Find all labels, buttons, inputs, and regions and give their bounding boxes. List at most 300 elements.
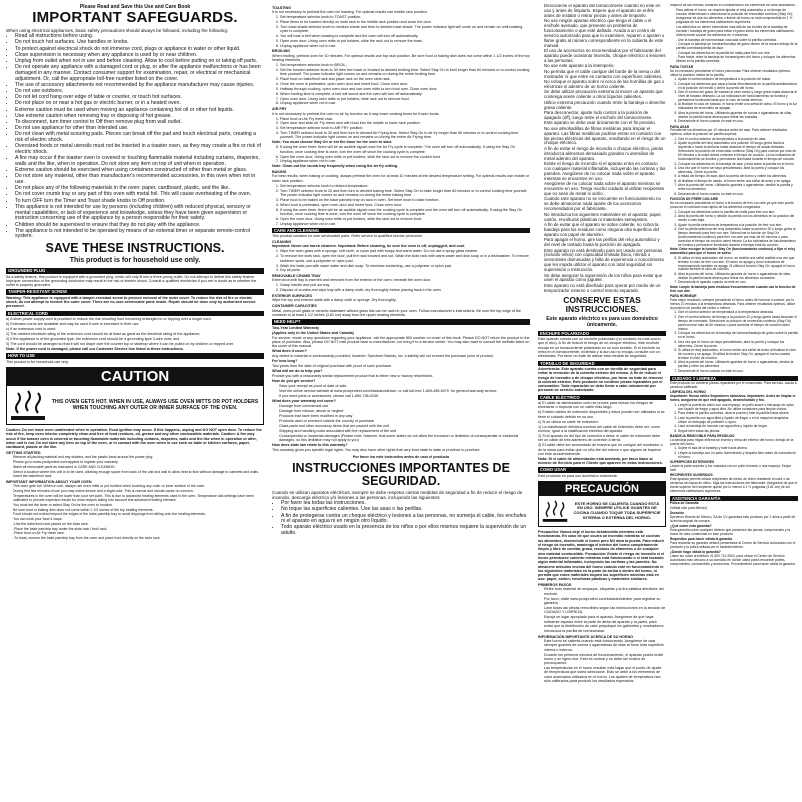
getting-started-item: • Select a location where this unit is to be used, allowing enough space from back of the unit and wall to allow heat to flow without damage to cabinets and walls.: [13, 470, 264, 474]
safeguard-item: • A fire may occur if the toaster oven is covered or touching flammable material including curtains, draperies, walls and the like, when in operation. Do not store any item on top of unit when in operation.: [15, 156, 264, 167]
warranty-q6: How does state law relate to this warranty?: [272, 443, 348, 448]
capacidad-heading: RECIPIENTES SUGERIDOS: [670, 473, 713, 478]
safeguard-item: • Do not use appliance for other than intended use.: [15, 126, 264, 132]
spanish-safeguard-item: • Existe el riesgo de incendio si el aparato entra en contacto con cualquier material inflamable, incluyendo las cortinas y las paredes. Asegúrese de no colocar nada sobre el aparato mientras se encuentre en uso.: [544, 162, 666, 182]
garantia-duracion: Spectrum Brands de México, SA de CV garantiza este producto por 2 años a partir de la fecha original de compra.: [670, 515, 796, 524]
cable-item: 2) Si el aparato es del tipo de conexión a tierra, el cable de extensión debe ser un cable de tres alambres de conexión a tierra.: [538, 433, 661, 443]
exterior-heading: EXTERIOR SURFACES: [272, 294, 312, 299]
baking-note: For best results, when baking or cooking, always preheat the oven for at least 10 minutes at the desired temperature setting. For optimal results use middle or lower rack position.: [272, 174, 530, 183]
primeros-item: • Introduzca la parrilla de hornear/asar.: [544, 629, 666, 633]
hornear-step: 4. Una vez que el horno se haya precalentado, abra la puerta y coloque los alimentos. Cierre la puerta.: [678, 341, 798, 349]
toasting-step: 4. You will hear a bell when toasting is complete and the oven will turn off automatically.: [280, 34, 530, 38]
baking-step: 3. Place food to be baked on the bake pan/drip tray on rack in oven. Set timer knob to bake function.: [280, 198, 530, 202]
container-heading: CONTAINER CAPACITIES: [272, 304, 317, 309]
safeguard-item: • To turn OFF turn the Timer and Toast shade knobs to Off position.: [15, 199, 264, 205]
cable-heading: CABLE ELÉCTRICO: [538, 395, 666, 400]
cont-bullet: • - Use la bandeja de hornear/asar colocada sobre la parrilla corrediza.: [676, 39, 798, 43]
warranty-item: • Damage from misuse, abuse or neglect: [279, 409, 530, 413]
asar-step: 3. Coloque los alimentos en la bandeja de asar y ésta sobre la parrilla en el horno.: [678, 163, 798, 167]
care-heading: CARE AND CLEANING: [272, 228, 530, 233]
baking-step: 2. Turn TIMER selector knob to 20 and then turn to desired baking time. Select Stay On to bake longer than 60 minutes or to control cooking time yourself. The power indicator light comes on and remains on during the entire baking time.: [280, 189, 530, 198]
spanish-safeguard-item: • Todo aparato eléctrico usado en la presencia de los niños o por ellos mismos requiere la supervisión de un adulto.: [281, 525, 530, 536]
warranty-a3: Provide you with a reasonably similar replacement product that is either new or factory refurbished.: [272, 374, 434, 379]
cont-bullet: • - Coloque la bandeja de hornear/bandeja de goteo dentro de la ranura debajo de la parrilla corrediza/parrilla de asar.: [676, 43, 798, 51]
safeguard-item: • Unplug from outlet when not in use and before cleaning. Allow to cool before putting on or taking off parts.: [15, 59, 264, 65]
cord-item: 3) The cord should be arranged so that it will not drape over the counter top or tabletop where it can be pulled on by children or tripped over.: [6, 342, 235, 347]
bandeja-text: La bandeja para migas externa se inserta y retira del exterior del horno, debajo de la puerta del horno.: [670, 437, 794, 446]
crumb-tip: Note: Clean out the crumb tray frequently when using the air fry setting.: [272, 164, 399, 169]
hornear-steps: [670, 311, 798, 373]
broiling-note: When broiling, preheat oven for 10 minutes. For optimal results use top rack position. Be sure food or baking dish does not come within 1 1/2 inches of the top heating elements.: [272, 53, 530, 62]
hornear-heading: PARA HORNEAR: [670, 294, 697, 299]
spanish-safeguard-item: • Asegúrese de no colocar nada sobre el aparato mientras se encuentre en uso. Tenga mucho cuidado al utilizar recipientes que no sean de metal ni vidrio.: [544, 182, 666, 197]
tornillo-text: Advertencia: Este aparato cuenta con un tornillo de seguridad para evitar la remoción de la cubierta exterior del mismo. A fin de reducir el riesgo de incendio o de choque eléctrico, por favor no trate de remover la cubierta exterior. Este producto no contiene piezas reparables por el consumidor. Toda reparación se debe llevar a cabo únicamente por personal de servicio autorizado.: [538, 366, 663, 393]
oven-info-item: • This oven gets hot. When in use, always use oven mitts or pot holders when touching any outer or inner surface of the oven.: [13, 484, 264, 488]
caution-box: [6, 367, 264, 425]
hot-surface-icon: [542, 499, 568, 523]
oven-info-item: • You can cook your food 4 ways:: [13, 517, 264, 521]
cont-bullet: • Los alimentos no deben extenderse más allá de los bordes de la bandeja de hornear / bandeja de goteo para evitar el goteo sobre los elementos calefactores.: [676, 26, 798, 34]
safeguard-item: • Close supervision is necessary when any appliance is used by or near children.: [15, 53, 264, 59]
cleaning-step: 4. Dry all parts.: [280, 268, 530, 272]
cleaning-warning: Important: Never use harsh cleaners. Important: Before cleaning, be sure the oven is off, unplugged, and cool.: [272, 244, 466, 249]
warranty-q1: What does it cover?: [272, 349, 308, 354]
limpieza-step: 2. Para retirar la parrilla corrediza, abra la puerta y hale la parrilla hacia afuera.: [678, 412, 798, 416]
cont-bullet: • Para activar el horno, se requiere ajustar el reloj automático a un tiempo de cocción determinado o seleccionar la posición de encendido continuo (Stay On).: [676, 9, 798, 17]
garantia-heading: ASISTENCIA GARANTÍA: [670, 496, 798, 501]
caution-title: CAUTION: [7, 368, 263, 386]
como-usar-heading: COMO USAR: [538, 467, 666, 472]
airfry-tip: Note: You must choose Stay On or set the timer for the oven to start.: [272, 140, 393, 145]
warranty-item: • If you need parts or accessories, please call 1-800-738-0245.: [279, 394, 530, 398]
cable-item: b) Existen cables de extensión disponibles y éstos pueden ser utilizados si se tiene el cuidado debido en su uso.: [538, 410, 665, 419]
safeguard-item: • The use of accessory attachments not recommended by the appliance manufacturer may cause injuries.: [15, 83, 264, 89]
crumb-tray-step: 1. Grasp handle and pull out tray.: [280, 283, 530, 287]
oven-info-item: • -Place food on Air Fry mesh rack.: [13, 531, 264, 535]
caution-note: Caution: Do not leave oven unattended when in operation. Food ignition may occur. If this happens, unplug and DO NOT open door. To reduce the risk of fire, keep oven interior completely clean and free of food residues, oil, grease and any other combustible materials. Caution: A fire may occur if the toaster oven is covered or touching flammable materials including curtains, draperies, walls and the like when in operation or after, when unit is hot. Do not store any item on top of the oven, or in contact with the oven when in use such as table or kitchen surfaces, paper, cardboard, plastic or the like.: [6, 428, 262, 450]
tostar-heading: PARA TOSTAR: [670, 64, 694, 69]
cord-note: Note: If the power cord is damaged, please call our Customer Service line listed in these instructions.: [6, 347, 184, 352]
safeguards-title: IMPORTANT SAFEGUARDS.: [32, 9, 238, 26]
warranty-item: • Save your receipt as proof of date of sale.: [279, 384, 530, 388]
oven-info-item: • During first few minutes of use you may notice smoke and a slight odor. This is normal and should cause no concern.: [13, 489, 264, 493]
oven-info-heading: IMPORTANT INFORMATION ABOUT YOUR OVEN: [6, 480, 92, 485]
cleaning-step: 2. To remove the slots rack, open the door, pull the rack forward and out. Wash the slots rack with warm water and dish soap or in a dishwasher. To remove stubborn spots, use a polyester or nylon pad.: [280, 254, 530, 263]
tostar-step: 3. Gire el control del grado de tostado al nivel medio y luego gírelo hasta alcanzar el nivel de tostado deseado. La luz indicadora de funcionamiento se ilumina y permanece iluminada hasta que el ciclo de tostar termina.: [678, 91, 798, 103]
safeguard-item: • Do not operate any appliance with a damaged cord or plug, or after the appliance malfunctions or has been damaged in any manner. Contact consumer support for examination, repair, or electrical or mechanical adjustment. Or, call the appropriate toll-free number listed on the cover.: [15, 65, 264, 82]
como-usar-text: Este producto es para uso doméstico solamente.: [538, 473, 618, 478]
top-note: Please Read and Save this Use and Care Book: [79, 4, 191, 10]
oven-info-item: • Be sure food or baking dish does not come within 1 1/2 inches of the top heating elements.: [13, 508, 264, 512]
oven-info-item: • -Use the bake/broil rack placed on the slots rack.: [13, 522, 264, 526]
freir-heading: FUNCIÓN DE FREÍR CON AIRE: [670, 197, 719, 202]
spanish-safeguard-item: • No use este aparato a la intemperie.: [544, 64, 666, 69]
safeguard-item: • This appliance is not intended for use by persons (including children) with reduced physical, sensory or mental capabilities, or lack of experience and knowledge, unless they have been given supervision or instruction concerning use of the appliance by a person responsible for their safety.: [15, 205, 264, 222]
asar-step: 6. Al finalizar el tiempo de asado, el horno emite una señal de aviso y se apaga.: [678, 180, 798, 184]
hornear-step: 6. Abra la puerta del horno. Utilizando guantes de horno o agarraderas, deslice la parrilla y retire los alimentos.: [678, 361, 798, 369]
primeros-item: • Lave todas las piezas removibles según las instrucciones en la sección de CUIDADO Y LIMPIEZA.: [544, 606, 666, 615]
hornear-step: 1. Gire el control selector de temperatura a la temperatura deseada.: [678, 311, 798, 315]
cont-bullet: • - Coloque los alimentos en la parrilla de malla para freír con aire.: [676, 52, 798, 56]
hornear-note: Para mejor resultado, siempre precaliente el horno antes de hornear o cocinar, por lo menos 10 minutos a la temperatura deseada. Para obtener resultados óptimos, utilice la posición de parrilla del centro o inferior.: [670, 298, 796, 310]
cable-item: 1) La clasificación eléctrica nominal del cable de extensión debe ser, como mínimo, igual a la clasificación eléctrica del aparato.: [538, 424, 660, 433]
airfry-step: 5. If using the oven timer, there will be an audible signal once the Air Fry cycle is complete. The oven will turn off automatically. If using the Stay On function, once cooking time is done, turn the oven off since the cooking cycle is complete.: [280, 145, 530, 154]
oven-info-item: • -Place the bake pan/drip tray under the slots rack / broil rack.: [13, 527, 264, 531]
garantia-q1: ¿Qué cubre esta garantía?: [670, 523, 712, 528]
asar-step: 4. Una vez que el horno se haya precalentado, abra la puerta y coloque los alimentos. Cierre la puerta.: [678, 167, 798, 175]
warranty-text: For service, repair or any questions regarding your appliance, call the appropriate 800 number on cover of this book. Please DO NOT return the product to the place of purchase. Also, please DO NOT mail product back to manufacturer, nor bring it to a service center. You may also want to consult the website listed on the cover of this manual.: [272, 335, 530, 349]
toasting-steps: [272, 15, 530, 48]
tamper-screw-heading: TAMPER-RESISTANT SCREW: [6, 289, 264, 294]
spanish-save-title: CONSERVE ESTAS INSTRUCCIONES.: [563, 294, 641, 314]
freir-more-steps: [670, 257, 798, 286]
warranty-a1: Any defect in material or workmanship provided; however, Spectrum Brands, Inc.'s liability will not exceed the purchase price of product.: [272, 354, 494, 359]
hornear-step: 3. Coloque los alimentos en la bandeja de hornear/bandeja de goteo sobre la parrilla en el horno.: [678, 332, 798, 340]
warranty-item: • Products used or serviced outside the country of purchase: [279, 419, 530, 423]
safeguard-item: • Do not use outdoors.: [15, 89, 264, 95]
tostar-step: 6. Desenchufe el horno cuando no esté en uso.: [678, 120, 798, 124]
spanish-safeguard-item: • Para desconectar, ajuste todo control a la posición de apagado (off), luego retire el enchufe del tomacorriente.: [544, 111, 666, 121]
oven-info-item: • You must set the timer or select Stay On for the oven to function.: [13, 503, 264, 507]
spanish-safeguard-item: • Para apagar el horno, gire las perillas del reloj automático y del nivel de tostado hasta la posición de apagado.: [544, 238, 666, 248]
freir-step: 4. Gire la perilla selectora del reloj automático hasta la posición 30 y luego gírela al tiempo deseado para freír con aire. Seleccione la función de Stay On (funcionamiento continuo) para freír con aire por más de 60 minutos o para controlar el tiempo de cocción usted mismo. La luz indicadora de funcionamiento se ilumina y permanece iluminada durante el tiempo total de cocción.: [678, 228, 798, 248]
cont-intro: mayoría de las recetas, tomando en consideración los elementos de calor avanzados.: [670, 4, 796, 7]
asar-step: 5. A mitad del tiempo de asar, abra la puerta del horno y voltee los alimentos.: [678, 175, 798, 179]
cord-item: 1) The marked electrical rating of the extension cord should be at least as great as the electrical rating of the appliance;: [6, 332, 201, 337]
spanish-safeguards-list-a: [272, 501, 530, 537]
spanish-operation-column: [670, 4, 798, 568]
cleaning-step: 3. Wash the bake pan with warm water and dish soap. To minimize scratching, use a polyester or nylon pad.: [280, 264, 530, 268]
freir-note: No es necesario precalentar el horno a la función de freír con aire ya que esto puede provocar el cocinado más rápido de los alimentos congelados.: [670, 201, 794, 210]
cleaning-steps: [272, 249, 530, 272]
care-intro: This product contains no user serviceable parts. Refer service to qualified service personnel.: [272, 234, 423, 239]
info-list: [538, 639, 666, 683]
spanish-safeguard-item: • Cuando este aparato no se encuentre en funcionamiento no se debe almacenar nada aparte de los accesorios recomendados por el fabricante.: [544, 197, 666, 212]
english-safeguards-column: [6, 4, 264, 798]
baking-heading: BAKING: [272, 170, 287, 175]
tostar-step: 5. Abra la puerta del horno. Utilizando guantes de cocina o agarraderas de ollas, deslice la parrilla hacia afuera para retirar las tostadas.: [678, 112, 798, 120]
safeguard-item: • Do not clean with metal scouring pads. Pieces can break off the pad and touch electrical parts, creating a risk of electric shock.: [15, 132, 264, 143]
tamper-screw-text: Warning: This appliance is equipped with a tamper-resistant screw to prevent removal of the outer cover. To reduce the risk of fire or electric shock, do not attempt to remove the outer cover. There are no user-serviceable parts inside. Repair should be done only by authorized service personnel.: [6, 295, 256, 309]
precaucion-box: [538, 481, 666, 527]
spanish-safeguard-item: • A fin de protegerse contra un choque eléctrico y lesiones a las personas, no sumerja el cable, los enchufes ni el aparato en agua ni en ningún otro líquido.: [281, 514, 530, 525]
hornear-step: 7. Desenchufe el horno cuando no esté en uso.: [678, 370, 798, 374]
warranty-q2: For how long?: [272, 359, 298, 364]
grounded-plug-heading: GROUNDED PLUG: [6, 268, 264, 273]
garantia-title: Póliza de Garantía: [670, 501, 699, 506]
toasting-step: 6. Unplug appliance when not in use.: [280, 44, 530, 48]
warranty-item: • Shipping and handling costs associated with the replacement of the unit: [279, 429, 530, 433]
warranty-a6: This warranty gives you specific legal rights. You may also have other rights that vary from state to state or province to province.: [272, 448, 481, 453]
caution-text: THIS OVEN GETS HOT. WHEN IN USE, ALWAYS USE OVEN MITTS OR POT HOLDERS WHEN TOUCHING ANY OUTER OR INNER SURFACE OF THE OVEN.: [51, 398, 259, 412]
toasting-step: 5. Open oven door. Using oven mitts or pot holders, slide the rack out to remove the toast.: [280, 39, 530, 43]
cord-item: c) If an extension cord is used:: [6, 327, 57, 332]
oven-info-item: • Food should not extend beyond the edges of the bake pan/drip tray to avoid drippings from falling onto the heating elements.: [13, 512, 264, 516]
spanish-safeguard-item: • No permita que el cable cuelgue del borde de la mesa o del mostrador ni que entre en contacto con superficies calientes.: [544, 70, 666, 80]
warranty-a2: Two years from the date of original purchase with proof of such purchase.: [272, 364, 392, 369]
spanish-safeguard-item: • No introduzca los siguientes materiales en el aparato: papel, cartón, envolturas plásticas ni materiales semejantes.: [544, 213, 666, 223]
baking-step: 4. When food is preheated, open oven door and insert food. Close oven door.: [280, 203, 530, 207]
broiling-steps: [272, 63, 530, 106]
airfry-step: 6. Open the oven door. Using oven mitts or pot holders, slide the rack out to remove the cooked food.: [280, 155, 530, 159]
cable-list: [538, 401, 666, 456]
freir-step: 6. Abra la puerta del horno. Utilizando guantes de horno o agarraderas de ollas, deslice la parrilla hacia afuera para retirar los alimentos cocinados.: [678, 273, 798, 281]
spanish-safeguard-item: • Por favor lea todas las instrucciones.: [281, 501, 530, 507]
warranty-item: • Products that have been modified in any way: [279, 414, 530, 418]
info-item: • Las temperaturas en el horno resultan más bajas que el punto de ajuste de temperatura que usted seleccione. Esto se debe a los elementos de calor avanzados utilizados en el horno. Los ajustes de temperatura han sido calibrados para producir los resultados esperados.: [544, 666, 666, 683]
capacidad-text: Este aparato permite utilizar recipientes de metal, de vidrio resistente al calor o de cerámica sin tapas de vidrio. Siga las instrucciones del fabricante. Asegúrese de que el borde superior del recipiente quede por lo menos a 1 ½ pulgadas (3,81 cm) de los elementos calefactores superiores.: [670, 477, 798, 494]
airfry-note: It is not necessary to preheat the oven to air fry function as it may lower cooking times for frozen foods.: [272, 111, 440, 116]
warranty-item: • Visit the online service website at www.prodprotect.com/blackanddecker, or call toll-free 1-800-465-6070, for general warranty service.: [279, 389, 530, 393]
spanish-safeguards-list-b: [538, 4, 666, 294]
crumb-tray-steps: [272, 283, 530, 292]
bandeja-step: 2. Limpie la bandeja con un paño humedecido y séquela bien antes de colocarla en el horno.: [678, 452, 798, 460]
toasting-step: 3. Turn toast shade selector knob to medium shade and then to desired toast shade. The power indicator light will come on and remain on until toasting cycle is complete.: [280, 25, 530, 34]
cleaning-heading: CLEANING: [272, 240, 292, 245]
freir-step: 1. Coloque los alimentos sobre la parrilla de malla para freír con aire.: [678, 211, 798, 215]
warranty-item: • Glass parts and other accessory items that are packed with the unit: [279, 424, 530, 428]
broiling-step: 6. When broiling time is complete, a bell will sound and the oven will turn off automatically.: [280, 92, 530, 96]
warranty-sub: (Applies only in the United States and Canada): [272, 330, 354, 335]
airfry-steps: [272, 117, 530, 140]
cord-item: b) Extension cords are available and may be used if care is exercised in their use.: [6, 322, 140, 327]
cuidado-text: Este producto no contiene piezas reparables por el consumidor. Para servicio, acuda a personal calificado.: [670, 381, 797, 389]
hornear-step: 2. Gire el control selector de tiempo a la posición 20 y luego gírela hasta alcanzar el tiempo de horneado. Seleccione la posición de encendido continuo (Stay On) para hornear más de 60 minutos o para controlar el tiempo de cocción usted mismo.: [678, 316, 798, 332]
crumb-tray-step: 2. Dispose of crumbs and wipe tray with a damp cloth; dry thoroughly before placing back in the oven.: [280, 288, 530, 292]
safeguard-item: • Do not store any material, other than manufacturer's recommended accessories, in this oven when not in use.: [15, 174, 264, 185]
broiling-step: 3. Place food on bake/broil rack and place rack on the oven slots rack.: [280, 77, 530, 81]
tornillo-heading: TORNILLO DE SEGURIDAD: [538, 361, 666, 366]
oven-info-item: • -To toast, remove the bake pan/drip tray from the oven and place food directly on the slots rack.: [13, 536, 264, 540]
baking-step: 5. If using the oven timer, there will be an audible signal once the cooking cycle is complete and the oven will turn off automatically. If using the Stay On function, once cooking time is done, turn the oven off since the cooking cycle is complete.: [280, 208, 530, 217]
spanish-safeguard-item: • A fin de evitar que el aparato se sobre caliente, no cubra la bandeja para los residuos como ninguna otra superficie del aparato con papel de aluminio.: [544, 223, 666, 238]
container-text: Metal, oven-proof glass or ceramic bakeware without glass lids can be used in your oven. Follow manufacturer's instructions. Be sure the top edge of the container is at least 1 1/2 inches (3.81 cm) away from the upper heating elements.: [272, 308, 521, 317]
freir-step: 2. Abra la puerta del horno y deslice la parrilla con los alimentos en la posición del medio o más baja.: [678, 215, 798, 223]
freir-step: 3. Ajuste la perilla selectora de temperatura a la posición de freír con aire.: [678, 224, 798, 228]
warranty-q5: What does your warranty not cover?: [272, 398, 336, 403]
spanish-safeguard-item: • Se debe utilizar precaución extrema al mover un aparato que contenga aceite caliente u otros líquidos calientes.: [544, 90, 666, 100]
electrical-cord-list: [6, 317, 264, 346]
oven-info-list: [6, 484, 264, 540]
limpieza-note: Importante: Nunca utilice limpiadores abrasivos. Importante: Antes de limpiar el horno, asegúrese de que esté apagado, desenchufado y frío.: [670, 394, 796, 403]
broiling-step: 2. Set the function selector knob to 30 then turn back or forward to desired broiling time. Select Stay On to broil longer than 60 minutes or to control cooking time yourself. The power indicator light comes on and remains on during the entire broiling time.: [280, 68, 530, 77]
airfry-step: 7. Unplug appliance when not in use.: [280, 159, 530, 163]
asar-heading: PARA ASAR: [670, 124, 690, 129]
info-heading: INFORMACIÓN IMPORTANTE ACERCA DE SU HORNO: [538, 634, 634, 639]
garantia-a1b: Requisitos para hacer válida la garantía: [670, 536, 733, 541]
garantia-duracion-heading: Duración: [670, 510, 685, 515]
baking-steps: [272, 184, 530, 226]
safeguard-item: • Oversized foods or metal utensils must not be inserted in a toaster oven, as they may create a fire or risk of electric shock.: [15, 144, 264, 155]
cont-bullets: [670, 9, 798, 65]
airfry-heading: AIR FRY: [272, 107, 287, 112]
crumb-tray-text: External crumb tray is inserted and removed from the exterior of the oven, beneath the oven door.: [272, 278, 432, 283]
safeguards-intro: When using electrical appliances, basic safety precautions should always be followed, including the following:: [6, 28, 229, 33]
household-use-note: This product is for household use only.: [69, 257, 201, 265]
freir-step: 7. Desenchufe el aparato cuando no esté en uso.: [678, 281, 798, 285]
save-instructions-title: SAVE THESE INSTRUCTIONS.: [45, 241, 225, 256]
broiling-step: 5. Halfway through cooking, open oven door and use oven mitts to turn food over. Close oven door.: [280, 87, 530, 91]
primeros-item: • Retire todo material de empaque, etiquetas y la tira plástica alrededor del enchufe.: [544, 587, 666, 596]
asar-step: 1. Gire el control selector de temperatura a la posición de asar.: [678, 138, 798, 142]
warranty-item: • Damage from commercial use: [279, 404, 530, 408]
safeguard-item: • Extreme caution should be exercised when using containers constructed of other than metal or glass.: [15, 168, 264, 174]
safeguard-item: • Do not let cord hang over edge of table or counter, or touch hot surfaces.: [15, 95, 264, 101]
asar-step: 8. Desenchufe el horno cuando no esté en uso.: [678, 193, 798, 197]
spanish-safeguard-item: • Utilice extrema precaución cuando retire la bandeja o deseche grasa caliente.: [544, 101, 666, 111]
spanish-safeguard-item: • No use ningún aparato eléctrico que tenga el cable o el enchufe averiado, que presente un problema de funcionamiento o que esté dañado. Acuda a un centro de servicio autorizado para que lo examinen, reparen o ajusten o llame gratis al número correspondiente en la cubierta de este manual.: [544, 19, 666, 48]
precaucion-text: ESTE HORNO SE CALIENTA CUANDO ESTÁ EN USO. SIEMPRE UTILICE GUANTES DE COCINA CUANDO TOQUE TODA SUPERFICIE INTERNA O EXTERNA DEL HORNO.: [573, 500, 661, 520]
asar-steps: [670, 138, 798, 197]
garantia-a1: Esta garantía cubre cualquier defecto que presenten las piezas, componentes y la mano de obra contenidas en este producto.: [670, 528, 791, 537]
spanish-footer-note: Por favor lea este instructivo antes de usar el producto: [352, 455, 450, 460]
precaucion-title: PRECAUCIÓN: [539, 482, 665, 496]
broiling-step: 4. Once the oven is preheated, open oven door and insert food. Close oven door.: [280, 82, 530, 86]
cable-note: Nota: Si el cable de alimentación está averiado, por favor llame al número de Servicio para el Cliente que aparece en estas instrucciones.: [538, 456, 663, 466]
tostar-step: 2. Coloque los alimentos que vaya a tostar directamente en la parrilla ambientadora, en la posición del medio y cierre la puerta del horno.: [678, 83, 798, 91]
bandeja-steps: [670, 447, 798, 459]
freir-steps: [670, 211, 798, 248]
warranty-q3: What will we do to help you?: [272, 369, 323, 374]
airfry-more-steps: [272, 145, 530, 163]
superficie-heading: SUPERFICIES EXTERIORES: [670, 460, 715, 465]
safeguard-item: • To disconnect, turn timer control to Off then remove plug from wall outlet.: [15, 120, 264, 126]
how-to-use-text: This product is for household use only.: [6, 359, 69, 364]
need-help-heading: NEED HELP?: [272, 319, 530, 324]
garantia-sub: (Válida sólo para México): [670, 505, 708, 510]
cont-bullet: • Usted puede cocinar los alimentos en 4 maneras:: [676, 34, 798, 38]
safeguard-item: • Use extreme caution when removing tray or disposing of hot grease.: [15, 114, 264, 120]
precaucion-note: Precaución: Nunca deje el horno desatendido mientras está funcionando. En caso de que ocurra un incendio mientras se cocinan los alimentos, desenchufe el horno pero NO abra la puerta. Para reducir el riesgo de incendio, mantenga el interior del horno completamente limpio y libre de comida, grasa, residuos de alimentos u de cualquier otro material combustible. Precaución: Existe el riesgo de incendio si el horno permanece cubierto mientras está funcionando o si está tocando algún material inflamable, incluyendo las cortinas y las paredes. No almacene artículos encima del horno cuando esté en funcionamiento ni los siguientes materiales en la parte de arriba o dentro del horno, ni permita que estos materiales toquen las superficies mientras está en uso: papel, cartón, envolturas plásticas y materiales similares.: [538, 530, 665, 582]
spanish-safeguard-item: • Este aparato no está destinado para ser usado por personas (incluido niños) con capacidad limitada física, mental o sensoriales disminuidas y falta de experiencia o conocimiento que les impida utilizar el aparato con total seguridad sin supervisión o instrucción.: [544, 249, 666, 274]
tostar-note: No es necesario precalentar el horno para tostar. Para obtener resultados óptimos, utilice la posición media de la parrilla.: [670, 68, 791, 77]
cord-item: a) A short power-supply cord is provided to reduce the risk resulting from becoming entangled in or tripping over a longer cord.: [6, 317, 212, 322]
primeros-item: • Por favor, visite www.prodprotect.com/blackanddecker para registrar su garantía.: [544, 597, 666, 606]
asar-step: 2. Ajuste la perilla del reloj automático a la posición 30 luego gírela hacia la izquierda o hacia la derecha hasta alcanzar el tiempo de asado deseado. Seleccione la posición de encendido continuo (Stay On) para cocinar por más de 60 minutos o al usted desea controlar el tiempo de cocción. La luz indicadora de funcionamiento se ilumina y permanece iluminada durante el tiempo de cocción.: [678, 142, 798, 162]
warranty-a4: [272, 384, 530, 398]
info-item: • Durante los primeros minutos de funcionamiento, el aparato podría emitir humo y un ligero olor. Esto es normal y no debe ser motivo de preocupación.: [544, 653, 666, 666]
spanish-safeguard-item: • Desconecte el aparato del tomacorriente cuando no esté en uso y antes de limpiarlo. Espere que el aparato se enfríe antes de instalar o retirar piezas y antes de limpiarlo.: [544, 4, 666, 19]
spanish-safeguard-item: • No coloque el aparato sobre ni cerca de las hornillas de gas o eléctricas ni adentro de un horno caliente.: [544, 80, 666, 90]
spanish-safeguard-item: • El uso de accesorios no recomendados por el fabricante del aparato puede ocasionar incendio, choque eléctrico o lesiones a las personas.: [544, 49, 666, 64]
cord-item: 2) If the appliance is of the grounded type, the extension cord should be a grounding-type 3-wire cord; and: [6, 337, 180, 342]
safeguard-item: • Extreme caution must be used when moving an appliance containing hot oil or other hot liquids.: [15, 108, 264, 114]
tostar-step: 4. Al finalizar el ciclo de tostado, el horno emite una señal de aviso. El horno y la luz indicadora de encendido se apagan.: [678, 103, 798, 111]
limpieza-step: 5. Seque bien todas las piezas.: [678, 430, 798, 434]
safeguard-item: • Do not cover crumb tray or any part of this oven with metal foil. This will cause overheating of the oven.: [15, 192, 264, 198]
baking-step: 1. Set temperature selector knob to desired temperature.: [280, 184, 530, 188]
warranty-q4: How do you get service?: [272, 379, 316, 383]
garantia-a2: Llame sin costo al teléfono 01 800 714 2503, para ubicar el Centro de Servicio Autorizado más cercano a su domicilio en donde usted podrá encontrar partes, componentes, consumibles y accesorios. Procedimiento para hacer válida la garantía: [670, 554, 795, 567]
warranty-a5: [272, 404, 530, 443]
primeros-list: [538, 587, 666, 633]
cable-item: c) Si se utiliza un cable de extensión:: [538, 419, 599, 424]
freir-step: 5. Si utiliza el reloj automático del horno, se emitirá una señal audible una vez que termine el ciclo de freír con aire. El horno se apaga y la luz indicadora de funcionamiento también se apaga. Si utiliza la función Stay On, apague el horno cuando termine el ciclo de cocción.: [678, 257, 798, 273]
airfry-step: 3. Set temperature selector knob to AIR FRY position.: [280, 126, 530, 130]
primeros-item: • Escoja un lugar apropiado para el aparato. Asegúrese de que haya suficiente espacio entre la parte de atrás del aparato y la pared, para evitar que la distribución de calor perjudique los gabinetes y mostradores.: [544, 615, 666, 628]
spanish-safeguard-item: • No use almohadillas de fibras metálicas para limpiar el aparato. Las fibras metálicas podrían entrar en contacto con las piezas eléctricas del aparato, resultando en el riesgo de un choque eléctrico.: [544, 127, 666, 147]
toasting-step: 2. Place items to be toasted directly on slots rack in the middle rack position and close the door.: [280, 20, 530, 24]
airfry-step: 4. Turn TIMER selector knob to 30 and then turn to desired Air Frying time. Select Stay On to air fry longer than 60 minutes or to control cooking time yourself. The power indicator light comes on and remains on during the entire Air Frying time.: [280, 131, 530, 140]
safeguard-item: • Read all instructions before using.: [15, 34, 264, 40]
cont-bullet: • Asegúrese de que los alimentos o fuente de horno no está comprendida en 1 ½ pulgadas de los elementos calefactores superiores.: [676, 17, 798, 25]
spanish-safeguard-item: • Este aparato no está diseñado para operar por medio de un temporizador externo o control remoto separado.: [544, 284, 666, 294]
broiling-step: 7. Open oven door. Using oven mitts or pot holders, slide rack out to remove food.: [280, 97, 530, 101]
superficie-text: Limpie la parte superior y los costados con un paño húmedo o una esponja. Seque bien.: [670, 464, 792, 472]
safeguard-item: • Do not place on or near a hot gas or electric burner, or in a heated oven.: [15, 101, 264, 107]
cont-bullet: • - Para tostar, retire la bandeja de hornear/goteo del horno y coloque los alimentos directo en la parrilla corrediza.: [676, 56, 798, 64]
warranty-title: Two-Year Limited Warranty: [272, 325, 320, 330]
spanish-safeguard-item: • No toque las superficies calientes. Use las asas o las perillas.: [281, 507, 530, 513]
english-operation-column: [272, 4, 530, 798]
cleaning-step: 1. Wipe the oven glass with a sponge, soft cloth, or nylon pad with soapy and warm water. Do not use a spray glass cleaner.: [280, 249, 530, 253]
hot-surface-icon: [10, 389, 46, 421]
cuidado-heading: CUIDADO Y LIMPIEZA: [670, 376, 798, 381]
getting-started-item: • Remove all packing material and any stickers, and the plastic band around the power plug.: [13, 455, 264, 459]
oven-info-item: • Temperatures in the oven will be lower than your set point. This is due to advanced heating elements used in the oven. Temperature dial settings have been calibrated to provide expected results for most recipes taking into account this advanced heating element.: [13, 494, 264, 502]
asar-step: 7. Abra la puerta del horno. Utilizando guantes o agarraderas, deslice la parrilla y retire los alimentos.: [678, 184, 798, 192]
safeguard-item: • To protect against electrical shock do not immerse cord, plugs or appliance in water or other liquid.: [15, 47, 264, 53]
broiling-step: 8. Unplug appliance when not in use.: [280, 101, 530, 105]
safeguard-item: • Do not place any of the following materials in the oven: paper, cardboard, plastic, and the like.: [15, 186, 264, 192]
hornear-step: 5. Si utiliza el reloj automático, el horno emite una señal de aviso al finalizar el ciclo de cocción y se apaga. Si utiliza la función Stay On, apague el horno cuando termine el ciclo de cocción.: [678, 349, 798, 361]
safeguard-item: • The appliance is not intended to be operated by means of an external timer or separate remote-control system.: [15, 229, 264, 240]
tostar-step: 1. Ajuste el control selector de temperatura a la posición de tostar.: [678, 78, 798, 82]
spanish-safeguard-item: • Se debe asegurar la supervisión de los niños para evitar que usen el aparato como juguete.: [544, 274, 666, 284]
garantia-a1c: Para reclamar su garantía deberá presentarse al Centro de Servicio Autorizado con el producto y la póliza sellada por el establecimiento.: [670, 541, 796, 550]
spanish-intro: Cuando se utilizan aparatos eléctricos, siempre se debe respetar ciertas medidas de seguridad a fin de reducir el riesgo de incendio, descarga eléctrica y/o lesiones a las personas, incluyendo las siguientes:: [272, 489, 523, 500]
safeguard-item: • Do not touch hot surfaces. Use handles or knobs.: [15, 40, 264, 46]
airfry-step: 2. Open door and slide Air Fry mesh rack with food into the middle or lower rack position.: [280, 121, 530, 125]
how-to-use-heading: HOW TO USE: [6, 353, 264, 358]
getting-started-item: • Please go to www.prodprotect.com/applica to register your warranty.: [13, 460, 264, 464]
getting-started-item: • Insert the bake/broil rack.: [13, 474, 264, 478]
crumb-tray-heading: REMOVABLE CRUMB TRAY: [272, 274, 321, 279]
broiling-step: 1. Set temperature selector knob to BROIL.: [280, 63, 530, 67]
info-item: • Este horno se calienta cuando está funcionando. Asegúrese de usar siempre guantes de cocina o agarraderas de ollas al tocar toda superficie interna o externa.: [544, 639, 666, 652]
bandeja-step: 1. Sujete el asa de la bandeja y hale hacia afuera.: [678, 447, 798, 451]
toasting-note: It is not necessary to preheat the oven for toasting. For optimal results use middle rack position.: [272, 9, 428, 14]
limpieza-steps: [670, 404, 798, 434]
baking-step: 7. Unplug appliance when not in use.: [280, 222, 530, 226]
electrical-cord-heading: ELECTRICAL CORD: [6, 311, 264, 316]
baking-step: 6. Open the oven door. Using oven mitts or pot holders, slide the rack out to remove food.: [280, 217, 530, 221]
tostar-steps: [670, 78, 798, 124]
asar-note: Precaliente los alimentos por 10 minutos antes de asar. Para obtener resultados óptimos, utilice la posición de parrilla superior.: [670, 128, 788, 137]
limpieza-step: 1. Limpie la puerta de vidrio con una esponja, un paño suave o estropajo de nylon con líquido de fregar y agua tibia. No utilice rociadores para limpiar vidrios.: [678, 404, 798, 412]
toasting-step: 1. Set temperature selector knob to TOAST position.: [280, 15, 530, 19]
limpieza-step: 4. Lave la bandeja de hornear con agua tibia y líquido de fregar.: [678, 425, 798, 429]
grounded-plug-text: As a safety feature, this product is equipped with a grounded plug, which will only fit into a three-prong outlet. Do not attempt to defeat this safety feature. Improper connection of the grounding conductor may result in the risk of electric shock. Consult a qualified electrician if you are in doubt as to whether the outlet is properly grounded.: [6, 274, 257, 288]
limpieza-heading: LIMPIEZA DEL HORNO: [670, 390, 706, 395]
freir-tip: Nota: Debe escoger la función Stay On (funcionamiento continuo) o fijar el reloj automático para que el horno se active.: [670, 247, 795, 256]
garantia-q2: ¿Dónde hago válida la garantía?: [670, 549, 721, 554]
freir-crumb-tip: Nota: Limpie la bandeja para residuos frecuentemente cuando use la función de freír con aire.: [670, 284, 796, 293]
safeguards-list: [6, 34, 264, 240]
limpieza-step: 3. Lave la parrilla con agua tibia y líquido de fregar o en la máquina lavaplatos. Utilice un estropajo de poliéster o nylon.: [678, 417, 798, 425]
airfry-step: 1. Place food on Air Fry mesh rack.: [280, 117, 530, 121]
spanish-household-note: Este aparato eléctrico es para uso doméstico únicamente.: [546, 315, 658, 328]
plug-text: Este aparato cuenta con un enchufe polarizado (un contacto es más ancho que el otro). A fin de reducir el riesgo de un choque eléctrico, este enchufe encaja en un tomacorriente polarizado en un solo sentido. Si el enchufe no entra en el tomacorriente, inviértalo y si aun así no encaja, consulte con un electricista. Por favor no trate de alterar esta medida de seguridad.: [538, 337, 661, 359]
cable-item: 3) El cable debe ser acomodado de manera que no cuelgue del mostrador o de la mesa para evitar que un niño tire del mismo o que alguien se tropiece con éste accidentalmente.: [538, 443, 663, 456]
getting-started-item: • Wash all removable parts as instructed in CARE AND CLEANING.: [13, 465, 264, 469]
broiling-heading: BROILING: [272, 49, 291, 54]
exterior-text: Wipe the top and exterior walls with a damp cloth or sponge. Dry thoroughly.: [272, 298, 397, 303]
bandeja-heading: BANDEJA REMOVIBLE PARA RESIDUOS: [670, 433, 735, 438]
getting-started-heading: GETTING STARTED: [6, 451, 41, 455]
cable-item: a) El cable de alimentación corto se provee para reducir los riesgos de enredarse o tropezar con un cable más largo.: [538, 401, 654, 410]
safeguard-item: • Children should be supervised to ensure that they do not play with the appliance.: [15, 223, 264, 229]
